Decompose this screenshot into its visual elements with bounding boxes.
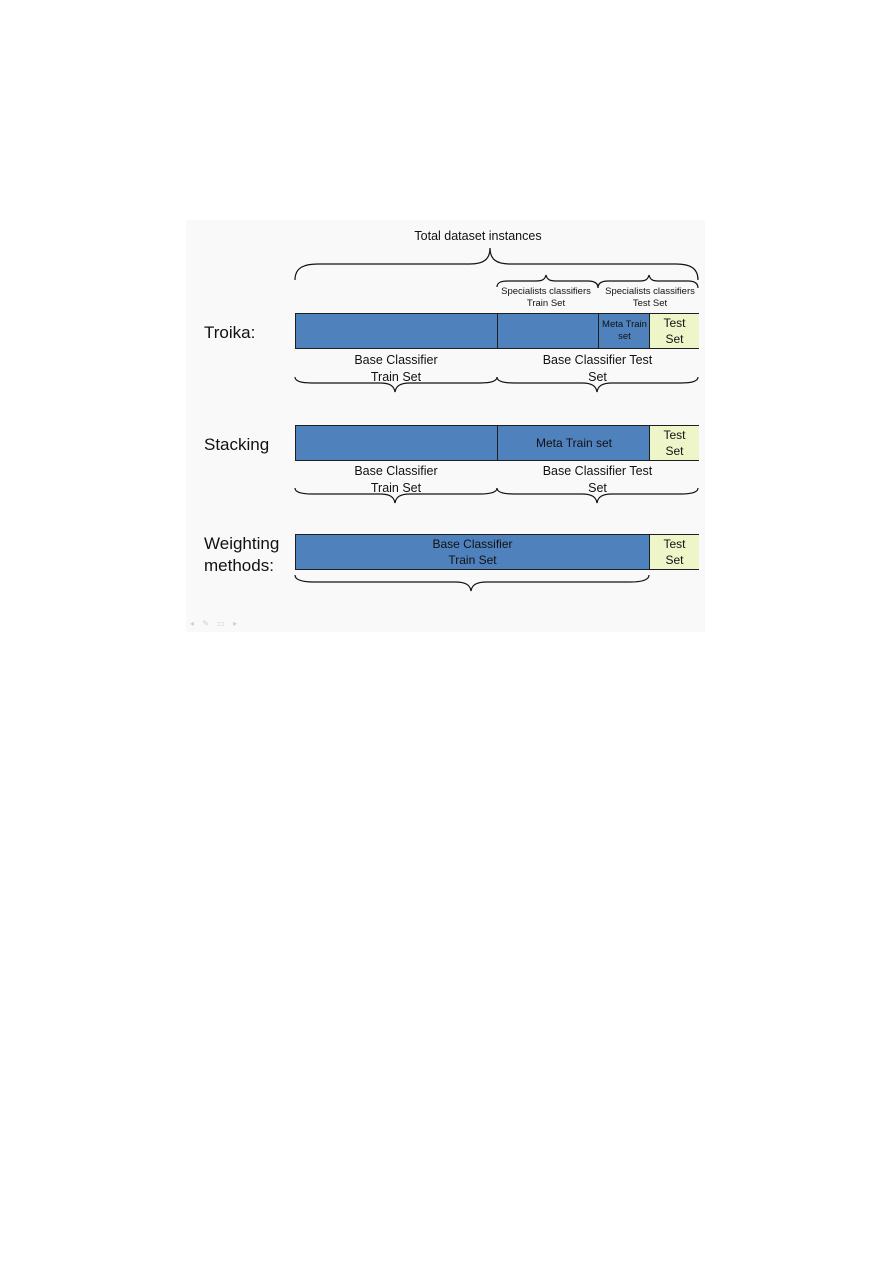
stacking-base-train-segment (296, 426, 497, 460)
weighting-bar (295, 534, 699, 570)
slide-nav-controls: ◂ ✎ ▭ ▸ (190, 619, 240, 628)
stacking-meta-train-segment (497, 426, 650, 460)
troika-base-test-label: Base Classifier Test Set (542, 353, 653, 384)
weighting-base-train-label: Base Classifier Train Set (432, 536, 513, 567)
stacking-meta-train-label: Meta Train set (535, 435, 613, 450)
weighting-label: Weighting methods: (204, 534, 280, 576)
brace-weighting (295, 575, 649, 591)
specialists-test-label: Specialists classifiers Test Set (605, 286, 695, 310)
weighting-base-train-segment (296, 535, 649, 569)
stacking-label: Stacking (204, 435, 270, 454)
stacking-bar (295, 425, 699, 461)
stacking-base-train-label: Base Classifier Train Set (354, 464, 438, 495)
troika-bar (295, 313, 699, 349)
stacking-test-label: Test Set (663, 427, 686, 458)
troika-base-train-segment (296, 314, 497, 348)
troika-test-label: Test Set (663, 315, 686, 346)
total-dataset-label: Total dataset instances (414, 229, 542, 243)
weighting-test-segment (649, 535, 699, 569)
troika-base-train-label: Base Classifier Train Set (354, 353, 438, 384)
troika-meta-train-label: Meta Train set (602, 319, 647, 342)
specialists-train-label: Specialists classifiers Train Set (501, 286, 591, 310)
troika-meta-train-segment (598, 314, 650, 348)
brace-total (295, 248, 698, 280)
stacking-base-test-label: Base Classifier Test Set (542, 464, 653, 495)
weighting-test-label: Test Set (663, 536, 686, 567)
stacking-test-segment (649, 426, 699, 460)
troika-test-segment (649, 314, 699, 348)
troika-label: Troika: (204, 323, 256, 342)
troika-specialists-train-segment (497, 314, 599, 348)
